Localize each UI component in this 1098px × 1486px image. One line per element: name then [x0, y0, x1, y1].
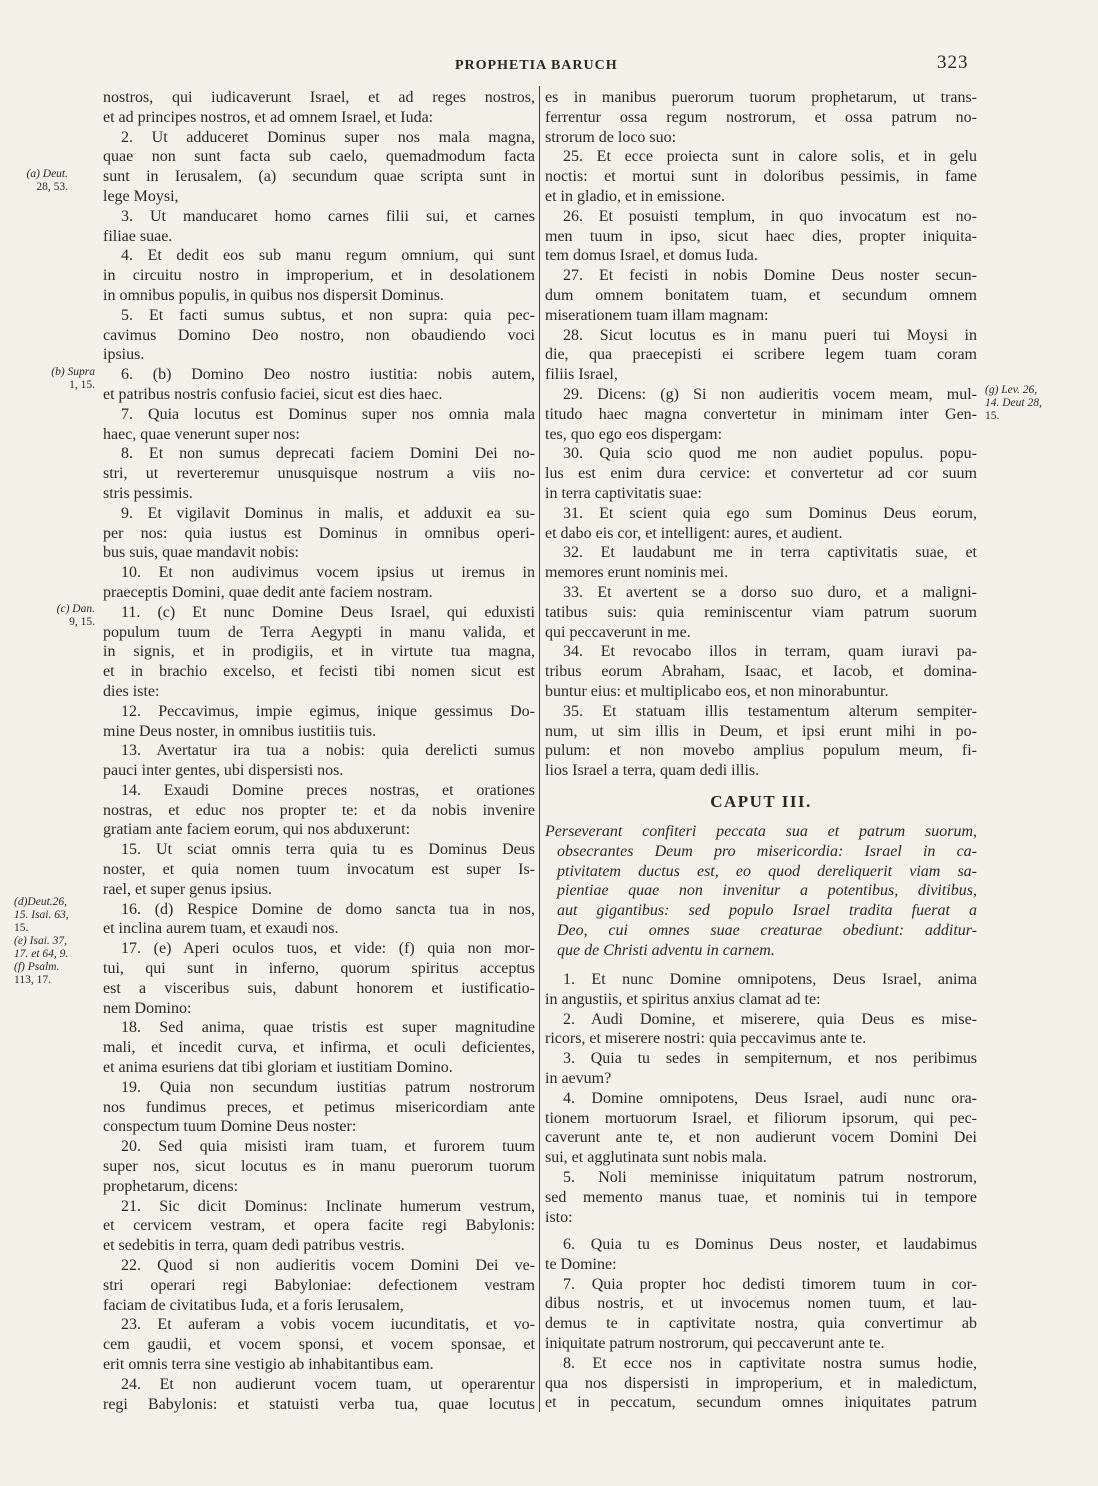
- text-line: qua nos dispersisti in improperium, et in maledictum,: [545, 1374, 977, 1392]
- text-line: 34. Et revocabo illos in terram, quam iuravi pa-: [563, 643, 977, 661]
- margin-note-line: (a) Deut.: [26, 168, 68, 180]
- text-line: num, ut sim illis in Deum, et ipsi erunt mihi in po-: [545, 722, 977, 740]
- text-line: in aevum?: [545, 1069, 612, 1087]
- text-line: sunt in Ierusalem, (a) secundum quae scripta sunt in: [103, 168, 535, 186]
- text-line: sui, et agglutinata sunt nobis mala.: [545, 1149, 767, 1167]
- text-line: lus est enim dura cervice: et convertetur ad cor suum: [545, 465, 977, 483]
- text-line: 4. Domine omnipotens, Deus Israel, audi nunc ora-: [563, 1089, 977, 1107]
- text-line: pientiae quae non invenitur a potentibus, divitibus,: [557, 882, 977, 900]
- text-line: et anima esuriens dat tibi gloriam et iustitiam Domino.: [103, 1059, 453, 1077]
- text-line: conspectum tuum Domine Deus noster:: [103, 1118, 357, 1136]
- text-line: per nos: quia iustus est Dominus in omnibus operi-: [103, 524, 535, 542]
- text-line: prophetarum, dicens:: [103, 1177, 239, 1195]
- text-line: 19. Quia non secundum iustitias patrum nostrorum: [121, 1078, 535, 1096]
- margin-note-line: 113, 17.: [14, 974, 51, 986]
- text-line: 28. Sicut locutus es in manu pueri tui Moysi in: [563, 326, 977, 344]
- text-line: 12. Peccavimus, impie egimus, inique gessimus Do-: [121, 702, 535, 720]
- text-line: 8. Et ecce nos in captivitate nostra sumus hodie,: [563, 1354, 977, 1372]
- text-line: et cervicem vestram, et opera facite regi Babylonis:: [103, 1217, 535, 1235]
- text-line: faciam de civitatibus Iuda, et a foris Ierusalem,: [103, 1296, 404, 1314]
- text-line: regi Babylonis: et statuisti verba tua, quae locutus: [103, 1395, 535, 1413]
- text-line: die, qua praecepisti ei scribere legem tuam coram: [545, 346, 977, 364]
- chapter-3-text-b: [545, 1235, 977, 1413]
- text-line: isto:: [545, 1208, 573, 1226]
- text-line: 21. Sic dicit Dominus: Inclinate humerum vestrum,: [121, 1197, 535, 1215]
- text-line: noster, et quia nomen tuum invocatum est super Is-: [103, 861, 535, 879]
- margin-note-line: 15.: [985, 410, 1000, 422]
- margin-note-line: 15.: [14, 922, 29, 934]
- text-line: ferrentur ossa regum nostrorum, et ossa patrum no-: [545, 108, 977, 126]
- text-line: 14. Exaudi Domine preces nostras, et orationes: [121, 781, 535, 799]
- text-line: 16. (d) Respice Domine de domo sancta tua in nos,: [121, 900, 535, 918]
- text-line: 2. Audi Domine, et miserere, quia Deus es mise-: [563, 1010, 977, 1028]
- text-line: 15. Ut sciat omnis terra quia tu es Dominus Deus: [121, 841, 535, 859]
- text-line: 35. Et statuam illis testamentum alterum sempiter-: [563, 702, 977, 720]
- text-line: populum tuum de Terra Aegypti in manu valida, et: [103, 623, 535, 641]
- text-line: 20. Sed quia misisti iram tuam, et furorem tuum: [121, 1138, 535, 1156]
- text-line: 27. Et fecisti in nobis Domine Deus noster secun-: [563, 267, 977, 285]
- text-line: 5. Et facti sumus subtus, et non supra: quia pec-: [121, 306, 535, 324]
- text-line: 3. Quia tu sedes in sempiternum, et nos peribimus: [563, 1050, 977, 1068]
- chapter-heading: CAPUT III.: [710, 792, 812, 811]
- text-line: miserationem tuam illam magnam:: [545, 306, 769, 324]
- left-column: [103, 88, 535, 1414]
- text-line: et ad principes nostros, et ad omnem Israel, et Iuda:: [103, 108, 434, 126]
- text-line: lege Moysi,: [103, 187, 179, 205]
- text-line: in circuitu nostro in improperium, et in desolationem: [103, 267, 535, 285]
- text-line: nostros, qui iudicaverunt Israel, et ad reges nostros,: [103, 89, 535, 106]
- margin-note-line: (c) Dan.: [56, 603, 95, 615]
- text-line: Perseverant confiteri peccata sua et patrum suorum,: [545, 823, 977, 840]
- margin-note-a: [10, 168, 68, 194]
- text-line: stri operari regi Babyloniae: defectionem vestram: [103, 1276, 535, 1294]
- text-line: iniquitate patrum nostrorum, qui peccaverunt ante te.: [545, 1334, 885, 1352]
- text-line: es in manibus puerorum tuorum prophetarum, ut trans-: [545, 89, 977, 106]
- text-line: pulum: et non movebo amplius populum meum, fi-: [545, 742, 977, 760]
- text-line: obsecrantes Deum pro misericordia: Israel in ca-: [557, 842, 977, 860]
- text-line: buntur eius: et multiplicabo eos, et non minorabuntur.: [545, 682, 889, 700]
- margin-note-line: 1, 15.: [69, 379, 95, 391]
- text-line: nostras, et educ nos propter te: et da nobis invenire: [103, 801, 535, 819]
- text-line: 10. Et non audivimus vocem ipsius ut iremus in: [121, 564, 535, 582]
- text-line: tui, qui sunt in inferno, quorum spiritus acceptus: [103, 960, 535, 978]
- text-line: praeceptis Domini, quae dedit ante faciem nostram.: [103, 583, 433, 601]
- text-line: 32. Et laudabunt me in terra captivitatis suae, et: [563, 544, 977, 562]
- text-line: et sedebitis in terra, quam dedi patribus vestris.: [103, 1237, 405, 1255]
- margin-note-line: 28, 53.: [36, 181, 68, 193]
- text-line: et in peccatum, secundum omnes iniquitates patrum: [545, 1394, 977, 1412]
- text-line: 2. Ut adduceret Dominus super nos mala magna,: [121, 128, 535, 146]
- text-line: 33. Et avertent se a dorso suo duro, et a maligni-: [563, 583, 977, 601]
- text-line: ipsius.: [103, 346, 145, 364]
- text-line: quae non sunt facta sub caelo, quemadmodum facta: [103, 148, 535, 166]
- text-line: dies iste:: [103, 682, 160, 700]
- column-divider: [539, 86, 540, 1412]
- text-line: est a visceribus suis, dabunt honorem et iustificatio-: [103, 979, 535, 997]
- text-line: in signis, et in prodigiis, et in virtute tua magna,: [103, 643, 535, 661]
- text-line: 6. (b) Domino Deo nostro iustitia: nobis autem,: [121, 366, 535, 384]
- text-line: lios Israel a terra, quam dedi illis.: [545, 762, 760, 780]
- text-line: 7. Quia locutus est Dominus super nos omnia mala: [121, 405, 535, 423]
- text-line: et inclina aurem tuam, et exaudi nos.: [103, 920, 339, 938]
- text-line: nos fundimus preces, et petimus misericordiam ante: [103, 1098, 535, 1116]
- text-line: erit omnis terra sine vestigio ab inhabitantibus eam.: [103, 1356, 434, 1373]
- text-line: 22. Quod si non audieritis vocem Domini Dei ve-: [121, 1257, 535, 1275]
- margin-note-g: [985, 384, 1080, 423]
- text-line: tes, quo ego eos dispergam:: [545, 425, 723, 443]
- margin-note-line: (g) Lev. 26,: [985, 384, 1038, 396]
- margin-note-line: (d)Deut.26,: [14, 896, 68, 908]
- margin-note-line: 15. Isai. 63,: [14, 909, 69, 921]
- text-line: 5. Noli meminisse iniquitatum patrum nostrorum,: [563, 1168, 977, 1186]
- text-line: 29. Dicens: (g) Si non audieritis vocem meam, mul-: [563, 385, 977, 403]
- text-line: gratiam ante faciem eorum, qui nos abduxerunt:: [103, 821, 411, 839]
- margin-note-line: (b) Supra: [51, 366, 95, 378]
- chapter-3-text-a: [545, 970, 977, 1227]
- text-line: men tuum in ipso, sicut haec dies, propter iniquita-: [545, 227, 977, 245]
- text-line: qui peccaverunt in me.: [545, 623, 691, 641]
- text-line: 25. Et ecce proiecta sunt in calore solis, et in gelu: [563, 148, 977, 166]
- text-line: 24. Et non audierunt vocem tuam, ut operarentur: [121, 1375, 535, 1393]
- text-line: 4. Et dedit eos sub manu regum omnium, qui sunt: [121, 247, 535, 265]
- text-line: memores erunt nominis mei.: [545, 564, 729, 582]
- text-line: demus te in captivitate nostra, quia convertimur ab: [545, 1315, 977, 1333]
- text-line: tem domus Israel, et domus Iuda.: [545, 247, 758, 265]
- text-line: et in brachio excelso, et fecisti tibi nomen sicut est: [103, 663, 535, 681]
- text-line: ricors, et miserere nostri: quia peccavimus ante te.: [545, 1030, 867, 1048]
- chapter-summary: [545, 822, 977, 961]
- margin-note-d-e-f: [14, 896, 102, 987]
- margin-note-line: (f) Psalm.: [14, 961, 60, 973]
- text-line: pauci inter gentes, ubi dispersisti nos.: [103, 762, 344, 780]
- text-line: strorum de loco suo:: [545, 128, 677, 146]
- text-line: et dabo eis cor, et intelligent: aures, et audient.: [545, 524, 843, 542]
- text-line: rael, et super genus ipsius.: [103, 880, 272, 898]
- text-line: et in gladio, et in emissione.: [545, 187, 725, 205]
- text-line: in terra captivitatis suae:: [545, 484, 702, 502]
- text-line: ptivitatem ductus est, eo quod dereliquerit viam sa-: [557, 862, 977, 880]
- text-line: stris pessimis.: [103, 484, 193, 502]
- text-line: filiis Israel,: [545, 366, 618, 384]
- margin-note-c: [10, 603, 95, 629]
- text-line: 13. Avertatur ira tua a nobis: quia derelicti sumus: [121, 742, 535, 760]
- text-line: cavimus Domino Deo nostro, non obaudiendo voci: [103, 326, 535, 344]
- text-line: 17. (e) Aperi oculos tuos, et vide: (f) quia non mor-: [121, 940, 535, 958]
- text-line: 1. Et nunc Domine omnipotens, Deus Israel, anima: [563, 971, 977, 988]
- text-line: nem Domino:: [103, 999, 192, 1017]
- right-column-baruch-2: [545, 88, 977, 781]
- text-line: 3. Ut manducaret homo carnes filii sui, et carnes: [121, 207, 535, 225]
- text-line: haec, quae venerunt super nos:: [103, 425, 300, 443]
- text-line: sed memento manus tuae, et nominis tui in tempore: [545, 1188, 977, 1206]
- running-title: PROPHETIA BARUCH: [455, 58, 618, 73]
- text-line: mali, et incedit curva, et infirma, et oculi deficientes,: [103, 1039, 535, 1057]
- margin-note-line: 17. et 64, 9.: [14, 948, 69, 960]
- text-line: bus suis, quae mandavit nobis:: [103, 544, 299, 562]
- text-line: 18. Sed anima, quae tristis est super magnitudine: [121, 1019, 535, 1037]
- margin-note-b: [10, 366, 95, 392]
- text-line: 26. Et posuisti templum, in quo invocatum est no-: [563, 207, 977, 225]
- page-number: 323: [937, 52, 969, 73]
- text-line: dibus nostris, et ut invocemus nomen tuum, et lau-: [545, 1295, 977, 1313]
- margin-note-line: (e) Isai. 37,: [14, 935, 68, 947]
- text-line: 6. Quia tu es Dominus Deus noster, et laudabimus: [563, 1236, 977, 1253]
- text-line: noctis: et mortui sunt in doloribus pessimis, in fame: [545, 168, 977, 186]
- text-line: et patribus nostris confusio faciei, sicut est dies haec.: [103, 385, 443, 403]
- text-line: in omnibus populis, in quibus nos dispersit Dominus.: [103, 286, 444, 304]
- text-line: 23. Et auferam a vobis vocem iucunditatis, et vo-: [121, 1316, 535, 1334]
- text-line: titudo haec magna convertetur in minimam inter Gen-: [545, 405, 977, 423]
- text-line: 7. Quia propter hoc dedisti timorem tuum in cor-: [563, 1275, 977, 1293]
- text-line: te Domine:: [545, 1255, 617, 1273]
- text-line: tionem mortuorum Israel, et filiorum ipsorum, qui pec-: [545, 1109, 977, 1127]
- text-line: stri, ut reverteremur unusquisque nostrum a viis no-: [103, 465, 535, 483]
- text-line: mine Deus noster, in omnibus iustitiis tuis.: [103, 722, 377, 740]
- text-line: caverunt ante te, et non audierunt vocem Domini Dei: [545, 1129, 977, 1147]
- text-line: 30. Quia scio quod me non audiet populus. popu-: [563, 445, 977, 463]
- margin-note-line: 9, 15.: [69, 616, 95, 628]
- text-line: que de Christi adventu in carnem.: [557, 941, 775, 959]
- text-line: filiae suae.: [103, 227, 173, 245]
- text-line: super nos, sicut locutus es in manu puerorum tuorum: [103, 1158, 535, 1176]
- text-line: cem gaudii, et vocem sponsi, et vocem sponsae, et: [103, 1336, 535, 1354]
- text-line: Deo, cui omnes suae creaturae obediunt: additur-: [557, 921, 977, 939]
- text-line: 31. Et scient quia ego sum Dominus Deus eorum,: [563, 504, 977, 522]
- text-line: tatibus suis: quia reminiscentur viam patrum suorum: [545, 603, 977, 621]
- text-line: 11. (c) Et nunc Domine Deus Israel, qui eduxisti: [121, 603, 535, 621]
- text-line: in angustiis, et spiritus anxius clamat ad te:: [545, 990, 821, 1008]
- text-line: 9. Et vigilavit Dominus in malis, et adduxit ea su-: [121, 504, 535, 522]
- margin-note-line: 14. Deut 28,: [985, 397, 1042, 409]
- text-line: 8. Et non sumus deprecati faciem Domini Dei no-: [121, 445, 535, 463]
- text-line: aut gigantibus: sed populo Israel tradita fuerat a: [557, 902, 977, 920]
- text-line: tribus eorum Abraham, Isaac, et Iacob, et domina-: [545, 663, 977, 681]
- text-line: dum omnem bonitatem tuam, et secundum omnem: [545, 286, 977, 304]
